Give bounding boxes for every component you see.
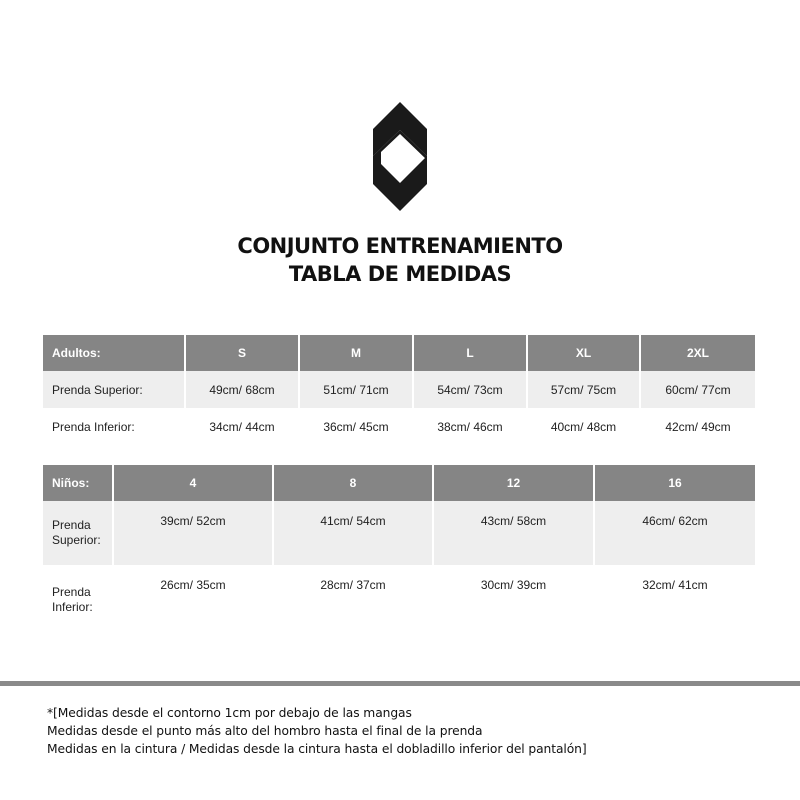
measure-cell: 54cm/ 73cm <box>414 371 528 408</box>
row-label-line: Superior: <box>52 533 101 547</box>
size-header: S <box>186 335 300 371</box>
row-label <box>43 501 114 565</box>
measure-cell: 38cm/ 46cm <box>414 408 528 445</box>
size-header: 12 <box>434 465 595 501</box>
size-header: 2XL <box>641 335 755 371</box>
measure-cell: 36cm/ 45cm <box>300 408 414 445</box>
measure-cell: 42cm/ 49cm <box>665 419 731 434</box>
measure-cell: 43cm/ 58cm <box>434 501 595 565</box>
size-header: M <box>300 335 414 371</box>
size-header: 4 <box>114 465 274 501</box>
measurement-notes <box>47 704 787 758</box>
note-line: Medidas desde el punto más alto del hombro hasta el final de la prenda <box>47 724 483 738</box>
measure-cell: 39cm/ 52cm <box>114 501 274 565</box>
page-subtitle: TABLA DE MEDIDAS <box>288 262 512 286</box>
row-label: Prenda Superior: <box>43 371 186 408</box>
note-line: *[Medidas desde el contorno 1cm por debajo de las mangas <box>47 706 412 720</box>
measure-cell: 49cm/ 68cm <box>186 371 300 408</box>
brand-chevron-logo-icon <box>365 100 435 215</box>
row-label-line: Prenda <box>52 518 91 532</box>
row-label-line: Prenda <box>52 584 91 599</box>
size-header: 8 <box>274 465 434 501</box>
note-line: Medidas en la cintura / Medidas desde la cintura hasta el dobladillo inferior del pantalón] <box>47 742 587 756</box>
measure-cell: 40cm/ 48cm <box>528 408 641 445</box>
adult-header-label: Adultos: <box>43 335 186 371</box>
table-header-row <box>43 335 755 371</box>
measure-cell: 34cm/ 44cm <box>186 408 300 445</box>
measure-cell: 46cm/ 62cm <box>595 501 755 565</box>
measure-cell: 26cm/ 35cm <box>114 565 274 634</box>
measure-cell: 51cm/ 71cm <box>300 371 414 408</box>
table-row <box>43 371 755 408</box>
table-row <box>43 565 755 634</box>
measure-cell: 28cm/ 37cm <box>274 565 434 634</box>
section-divider <box>0 681 800 686</box>
measure-cell: 60cm/ 77cm <box>641 371 755 408</box>
page-title: CONJUNTO ENTRENAMIENTO <box>237 234 563 258</box>
measure-cell: 57cm/ 75cm <box>528 371 641 408</box>
row-label: Prenda Inferior: <box>43 408 186 445</box>
table-header-row <box>43 465 755 501</box>
kids-size-table <box>43 465 755 634</box>
row-label <box>43 565 114 634</box>
measure-cell: 32cm/ 41cm <box>642 578 708 592</box>
table-row <box>43 408 755 445</box>
size-header: 16 <box>595 465 755 501</box>
measure-cell: 41cm/ 54cm <box>274 501 434 565</box>
table-row <box>43 501 755 565</box>
adult-size-table <box>43 335 755 445</box>
kids-header-label: Niños: <box>43 465 114 501</box>
row-label-line: Inferior: <box>52 599 93 614</box>
measure-cell: 30cm/ 39cm <box>434 565 595 634</box>
size-header: XL <box>528 335 641 371</box>
size-header: L <box>414 335 528 371</box>
